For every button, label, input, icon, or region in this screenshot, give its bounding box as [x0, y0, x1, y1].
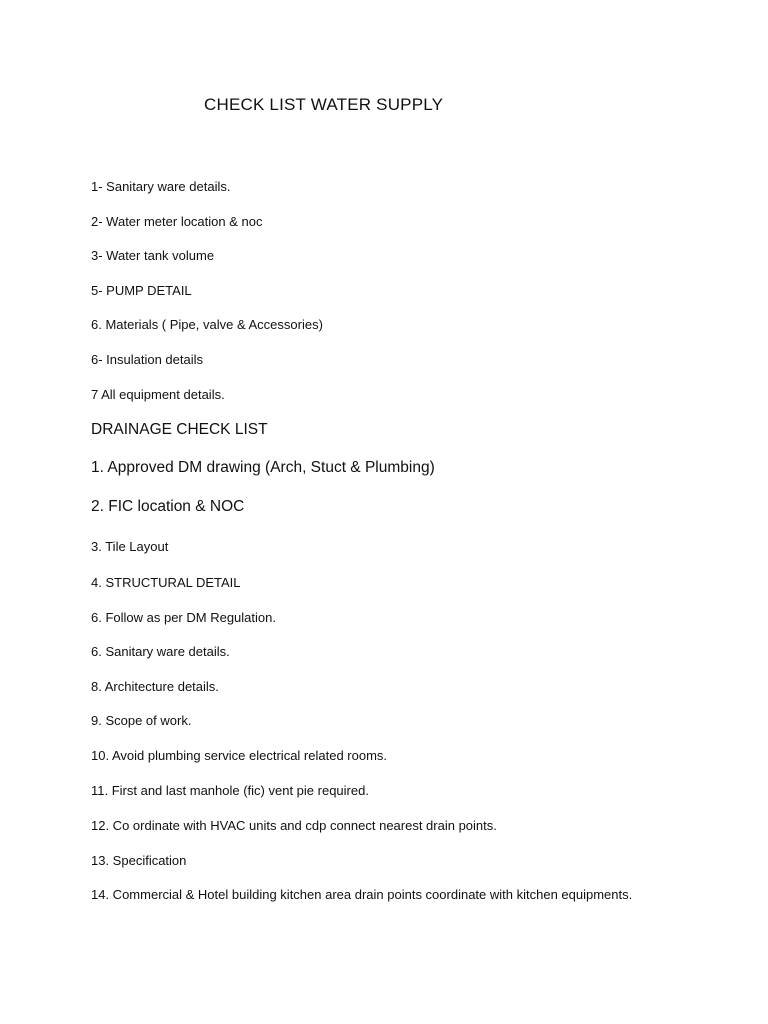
drainage-item-8: 9. Scope of work.: [91, 713, 192, 728]
drainage-checklist-heading: DRAINAGE CHECK LIST: [91, 421, 268, 438]
drainage-item-11: 12. Co ordinate with HVAC units and cdp connect nearest drain points.: [91, 818, 497, 833]
water-supply-item-5: 6. Materials ( Pipe, valve & Accessories): [91, 317, 323, 332]
drainage-item-1: 1. Approved DM drawing (Arch, Stuct & Plumbing): [91, 459, 435, 476]
document-title: CHECK LIST WATER SUPPLY: [204, 95, 444, 114]
drainage-item-2: 2. FIC location & NOC: [91, 498, 245, 515]
water-supply-item-2: 2- Water meter location & noc: [91, 214, 263, 229]
drainage-item-5: 6. Follow as per DM Regulation.: [91, 610, 276, 625]
water-supply-item-3: 3- Water tank volume: [91, 248, 215, 263]
drainage-item-12: 13. Specification: [91, 853, 187, 868]
water-supply-item-4: 5- PUMP DETAIL: [91, 283, 192, 298]
drainage-item-7: 8. Architecture details.: [91, 679, 219, 694]
drainage-item-6: 6. Sanitary ware details.: [91, 644, 230, 659]
water-supply-item-6: 6- Insulation details: [91, 352, 204, 367]
drainage-item-13: 14. Commercial & Hotel building kitchen area drain points coordinate with kitchen equipments.: [91, 887, 633, 902]
water-supply-item-1: 1- Sanitary ware details.: [91, 179, 231, 194]
drainage-item-9: 10. Avoid plumbing service electrical related rooms.: [91, 748, 388, 763]
drainage-item-3: 3. Tile Layout: [91, 539, 169, 554]
drainage-item-4: 4. STRUCTURAL DETAIL: [91, 575, 241, 590]
water-supply-item-7: 7 All equipment details.: [91, 387, 225, 402]
drainage-item-10: 11. First and last manhole (fic) vent pie required.: [91, 783, 369, 798]
